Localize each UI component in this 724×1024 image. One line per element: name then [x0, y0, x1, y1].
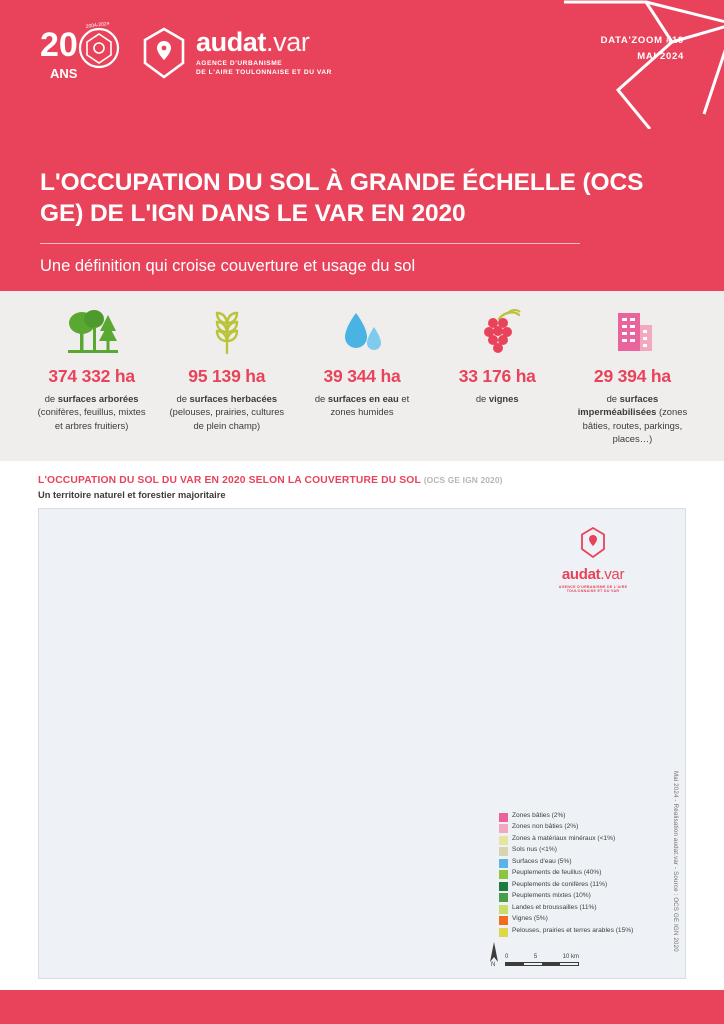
north-arrow-icon [487, 940, 501, 968]
legend-item [499, 846, 659, 856]
header [0, 0, 724, 291]
legend-swatch [499, 870, 508, 879]
svg-text:ANS: ANS [50, 66, 78, 81]
legend-item [499, 915, 659, 925]
legend-swatch [499, 928, 508, 937]
legend-item [499, 869, 659, 879]
kpi-item [565, 305, 700, 461]
issue-info [601, 33, 684, 65]
svg-text:20: 20 [40, 26, 78, 64]
map-brand-logo [547, 527, 639, 593]
legend-label: Peuplements de feuillus (40%) [512, 869, 602, 876]
kpi-value: 29 394 ha [593, 366, 671, 386]
legend-label: Landes et broussailles (11%) [512, 903, 597, 911]
audat-mark-icon [142, 27, 186, 79]
kpi-value: 374 332 ha [48, 366, 135, 386]
kpi-item [294, 305, 429, 461]
map-brand-name: audat [561, 566, 601, 583]
page-subtitle: Une définition qui croise couverture et usage du sol [40, 257, 416, 276]
legend-swatch [499, 916, 508, 925]
issue-number: DATA'ZOOM #19 [600, 35, 684, 46]
legend-item [499, 927, 659, 937]
legend-item [499, 835, 659, 845]
legend-swatch [499, 836, 508, 845]
scale-tick-max: 10 km [562, 954, 579, 960]
map-scalebar [487, 954, 607, 966]
brand-name-bold: audat [196, 26, 267, 57]
legend-label: Peuplements de conifères (11%) [512, 880, 608, 888]
map-brand-tagline: AGENCE D'URBANISME DE L'AIRE TOULONNAISE ET DU VAR [558, 585, 628, 593]
legend-item [499, 881, 659, 891]
kpi-description: de surfaces herbacées (pelouses, prairies, cultures de plein champ) [169, 393, 285, 431]
trees-icon [30, 305, 153, 357]
legend-label: Zones à matériaux minéraux (<1%) [512, 834, 616, 842]
map-credit: Mai 2024 - Réalisation audat.var - Source : OCS GE IGN 2020 [672, 771, 679, 952]
legend-label: Zones non bâties (2%) [512, 823, 579, 830]
map-heading [38, 475, 686, 486]
legend-item [499, 812, 659, 822]
title-divider [40, 243, 580, 244]
legend-swatch [499, 859, 508, 868]
legend-swatch [499, 882, 508, 891]
brand-logo [142, 27, 332, 79]
svg-text:N: N [491, 962, 496, 966]
map-canvas[interactable] [38, 508, 686, 979]
issue-date: MAI 2024 [637, 51, 684, 63]
footer-bar [0, 990, 724, 1024]
legend-swatch [499, 893, 508, 902]
kpi-item [24, 305, 159, 461]
map-subheading: Un territoire naturel et forestier majoritaire [38, 490, 226, 500]
legend-swatch [499, 847, 508, 856]
logo-row [40, 22, 332, 84]
title-block [40, 168, 660, 278]
scale-tick-zero: 0 [505, 954, 509, 960]
legend-label: Zones bâties (2%) [512, 811, 566, 819]
map-legend [499, 812, 659, 939]
kpi-description: de surfaces en eau et zones humides [314, 393, 410, 418]
kpi-value: 33 176 ha [458, 366, 536, 386]
kpi-description: de surfaces imperméabilisées (zones bâties, routes, parkings, places…) [577, 393, 688, 445]
legend-item [499, 823, 659, 833]
kpi-item [159, 305, 294, 461]
water-drop-icon [300, 305, 423, 357]
brand-name-light: .var [266, 26, 310, 57]
legend-label: Vignes (5%) [512, 915, 548, 922]
legend-item [499, 904, 659, 914]
anniversary-logo [40, 22, 126, 84]
map-heading-text: L'OCCUPATION DU SOL DU VAR EN 2020 SELON LA COUVERTURE DU SOL [38, 475, 421, 486]
page-title: L'OCCUPATION DU SOL À GRANDE ÉCHELLE (OCS GE) DE L'IGN DANS LE VAR EN 2020 [40, 169, 644, 227]
kpi-item [430, 305, 565, 461]
buildings-icon [571, 305, 694, 357]
kpi-description: de surfaces arborées (conifères, feuillus, mixtes et arbres fruitiers) [37, 393, 146, 431]
map-section [0, 461, 724, 1024]
kpi-value: 95 139 ha [188, 366, 266, 386]
brand-tagline-line2: DE L'AIRE TOULONNAISE ET DU VAR [196, 68, 332, 76]
scale-tick-mid: 5 [533, 954, 538, 960]
svg-text:2004-2024: 2004-2024 [85, 22, 110, 30]
legend-swatch [499, 824, 508, 833]
legend-label: Peuplements mixtes (10%) [512, 892, 591, 899]
brand-tagline-line1: AGENCE D'URBANISME [196, 59, 283, 67]
kpi-band [0, 291, 724, 461]
audat-mark-icon [580, 527, 606, 558]
grapes-icon [436, 305, 559, 357]
map-brand-suffix: .var [600, 566, 625, 583]
legend-item [499, 892, 659, 902]
legend-label: Sols nus (<1%) [512, 846, 557, 853]
legend-item [499, 858, 659, 868]
kpi-description: de vignes [475, 393, 519, 404]
wheat-icon [165, 305, 288, 357]
map-heading-source: (OCS GE IGN 2020) [423, 475, 503, 485]
kpi-value: 39 344 ha [323, 366, 401, 386]
legend-label: Pelouses, prairies et terres arables (15%) [512, 926, 634, 934]
legend-swatch [499, 905, 508, 914]
legend-swatch [499, 813, 508, 822]
legend-label: Surfaces d'eau (5%) [512, 857, 572, 865]
